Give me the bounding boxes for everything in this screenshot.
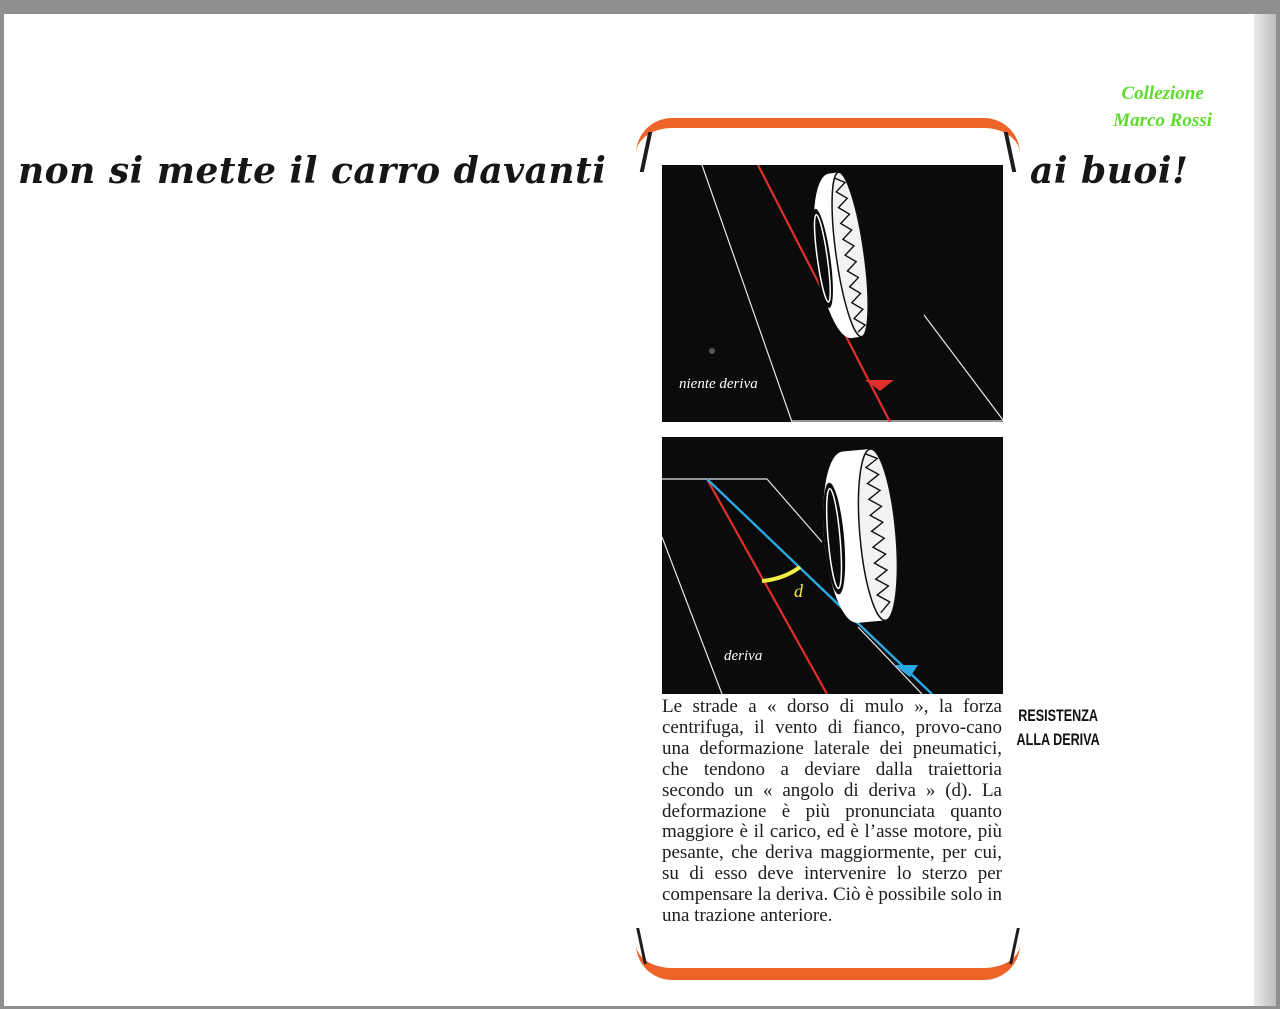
caption-drift: deriva: [724, 648, 763, 664]
orange-frame-bottom: [636, 925, 1020, 980]
collection-watermark: [1113, 80, 1212, 134]
drift-drawing: [662, 437, 1003, 694]
caption-no-drift: niente deriva: [679, 376, 758, 392]
article-body: Le strade a « dorso di mulo », la forza centrifuga, il vento di fianco, provo-cano una deformazione laterale dei pneumatici, che tendono a deviare dalla traiettoria secondo un « angolo di deriva » (d). La deformazione è più pronunciata quanto maggiore è il carico, ed è l’asse motore, più pesante, che deriva maggiormente, per cui, su di esso deve intervenire lo sterzo per compensare la deriva. Ciò è possibile solo in una trazione anteriore.: [662, 696, 1002, 927]
headline-right: ai buoi!: [1030, 150, 1189, 192]
article-heading-line-1: RESISTENZA: [1018, 706, 1098, 725]
watermark-line-2: Marco Rossi: [1113, 110, 1212, 131]
headline-left: non si mette il carro davanti: [18, 150, 607, 192]
article-heading: [1013, 704, 1103, 752]
watermark-line-1: Collezione: [1121, 83, 1204, 104]
illustration-drift: [662, 437, 1003, 694]
illustration-no-drift: [662, 165, 1003, 422]
article-heading-line-2: ALLA DERIVA: [1016, 730, 1100, 749]
page-edge: [1254, 14, 1276, 1006]
drift-angle-label: d: [794, 581, 803, 601]
